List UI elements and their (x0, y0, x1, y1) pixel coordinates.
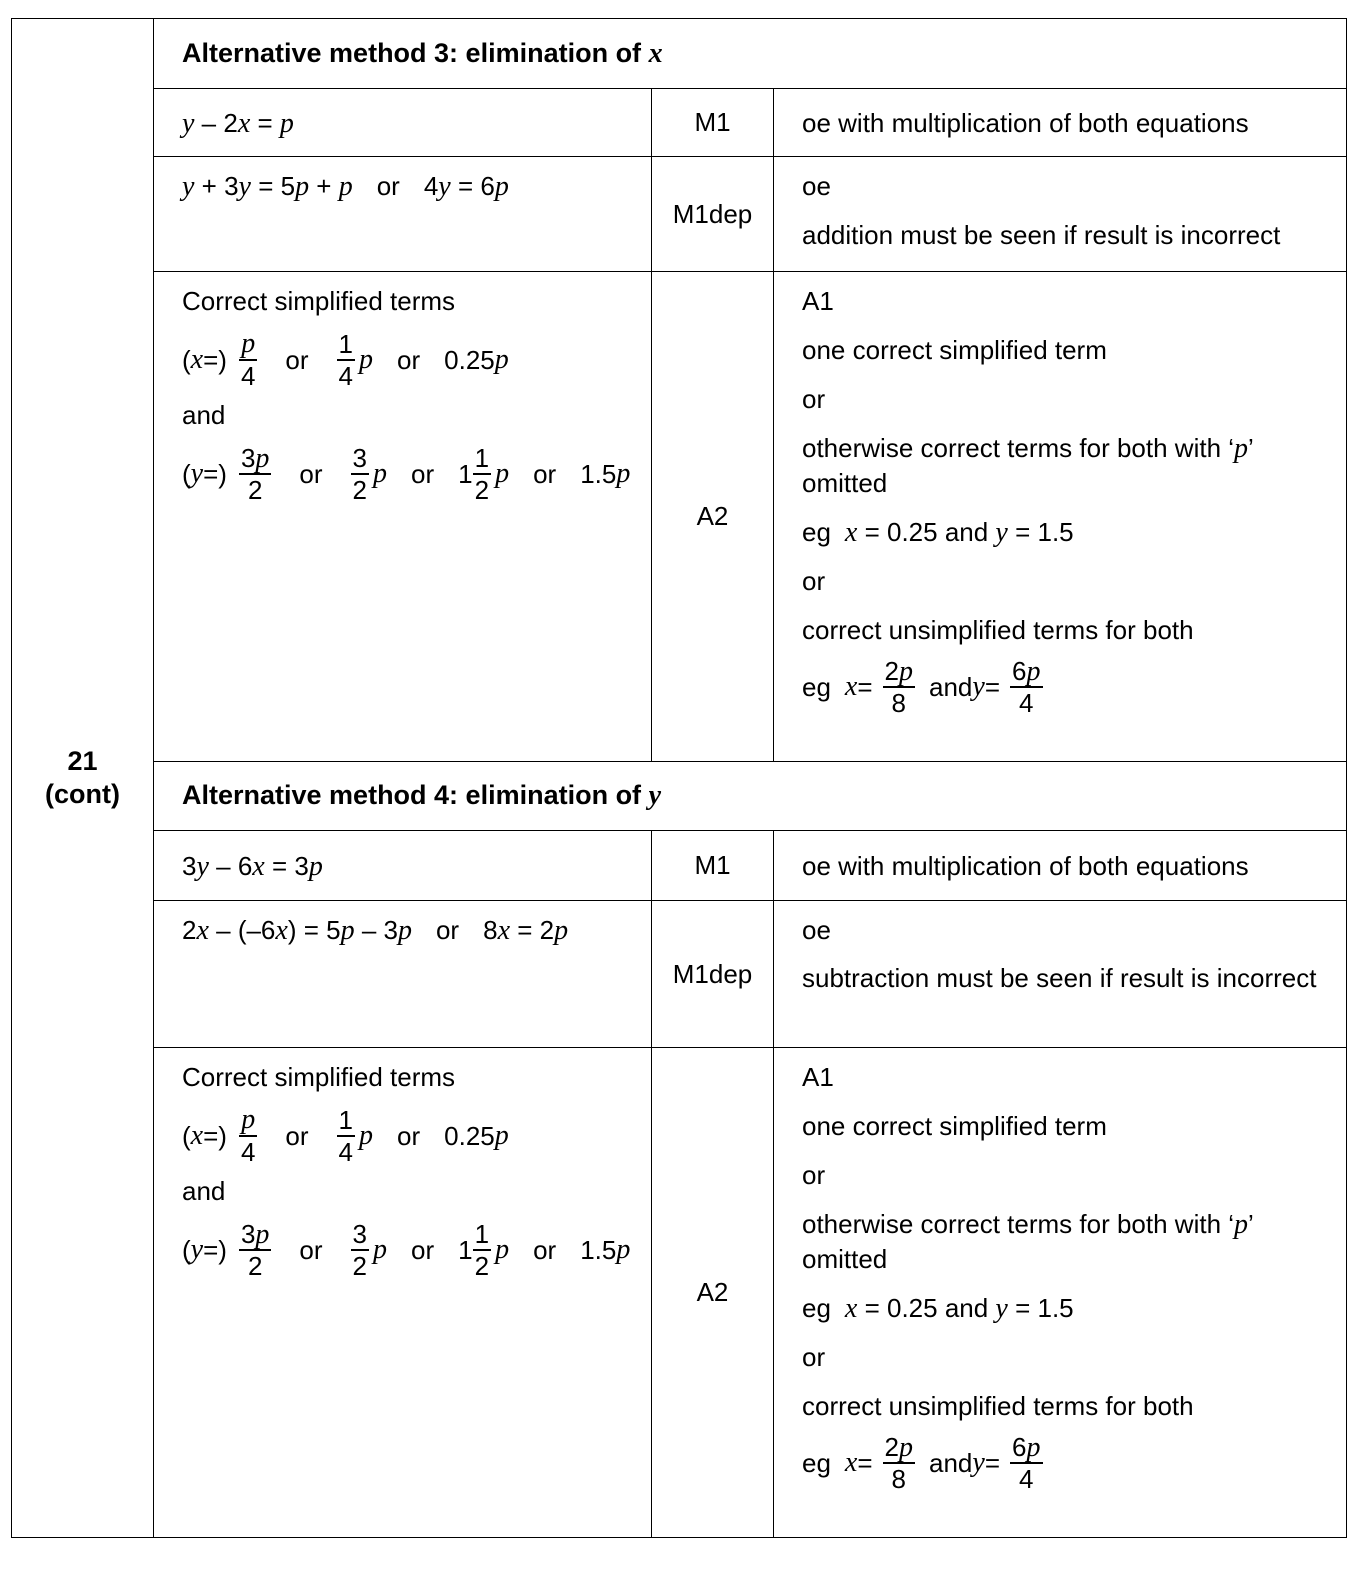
math-text: or (802, 1342, 826, 1372)
math-text: p (373, 458, 388, 489)
math-text: Correct simplified terms (182, 286, 456, 316)
math-text: or (533, 1234, 557, 1265)
method4-row-2 (12, 901, 1347, 1048)
math-text: p (1234, 1209, 1249, 1240)
math-text: p (495, 458, 510, 489)
method4-row1-mark: M1 (652, 831, 774, 901)
math-text: p (255, 1219, 270, 1250)
math-text: p (899, 1432, 914, 1463)
math-text: or (376, 171, 400, 201)
math-text: + 3 (194, 171, 239, 201)
math-text: p (241, 1104, 256, 1135)
math-text: otherwise correct terms for both with ‘ (802, 433, 1235, 463)
math-text: 3 (352, 443, 368, 473)
math-text: 2 (352, 475, 368, 505)
math-text: 4 (1019, 688, 1034, 718)
math-text: =) (203, 458, 227, 489)
method4-row2-working (154, 901, 652, 1048)
math-text: p (1026, 656, 1041, 687)
math-text: eg (802, 517, 831, 547)
math-text: one correct simplified term (802, 335, 1107, 365)
question-number-cell (12, 19, 154, 1538)
math-text: 3 (352, 1219, 368, 1249)
math-text: y (995, 517, 1008, 548)
mark-scheme-table (11, 18, 1347, 1538)
math-text: y (182, 107, 195, 139)
math-text: y (190, 458, 204, 489)
math-text: correct unsimplified terms for both (802, 1391, 1194, 1421)
math-text: and (182, 400, 226, 430)
math-text: = (250, 107, 280, 138)
math-text: 2 (182, 915, 197, 945)
method3-row2-working (154, 157, 652, 272)
method4-row-3 (12, 1048, 1347, 1538)
math-text: 2 (352, 1251, 368, 1281)
math-text: 2 (247, 475, 263, 505)
math-text: or (299, 1234, 323, 1265)
math-text: x (844, 671, 858, 702)
math-text: p (241, 328, 256, 359)
math-text: 3 (240, 443, 256, 473)
math-text: or (397, 1120, 421, 1151)
math-text: = (984, 1447, 1001, 1478)
method3-row3-mark: A2 (652, 272, 774, 762)
math-text: p (359, 1120, 374, 1151)
math-text: p (1026, 1432, 1041, 1463)
math-text: 4 (338, 361, 354, 391)
method3-row-2 (12, 157, 1347, 272)
math-text: 1 (474, 1219, 490, 1249)
math-text: or (802, 1160, 826, 1190)
math-text: = (984, 671, 1001, 702)
math-text: + (309, 171, 339, 201)
math-text: x (844, 1447, 858, 1478)
method3-row-3 (12, 272, 1347, 762)
math-text: 2 (884, 656, 900, 686)
math-text: eg (802, 1293, 831, 1323)
math-text: 2 (474, 1251, 490, 1281)
question-number: 21 (67, 746, 98, 776)
math-text: Correct simplified terms (182, 1062, 456, 1092)
math-text: x (275, 915, 288, 946)
math-text: 8 (483, 915, 498, 945)
math-text: p (340, 915, 355, 946)
question-suffix: (cont) (45, 779, 120, 809)
method3-heading (154, 19, 1347, 89)
method3-row-1 (12, 89, 1347, 157)
method3-row1-comment (774, 89, 1347, 157)
math-text: or (411, 1234, 435, 1265)
math-text: 6 (1012, 656, 1027, 686)
math-text: or (397, 344, 421, 375)
math-text: 1 (458, 458, 473, 489)
math-text: x (190, 1120, 204, 1151)
math-text: p (494, 1120, 509, 1151)
method3-row2-mark: M1dep (652, 157, 774, 272)
math-text: p (338, 171, 353, 202)
math-text: x (844, 517, 858, 548)
math-text: or (299, 458, 323, 489)
math-text: p (494, 171, 509, 202)
math-text: x (237, 107, 251, 139)
math-text: y (972, 1447, 985, 1478)
math-text: or (802, 566, 826, 596)
math-text: 0.25 (444, 344, 495, 375)
math-text: eg (802, 671, 831, 702)
math-text: p (899, 656, 914, 687)
math-text: ( (182, 1120, 191, 1151)
math-text: 4 (423, 171, 439, 201)
math-text: 2 (884, 1432, 900, 1462)
math-text: =) (203, 344, 227, 375)
math-text: 8 (891, 688, 907, 718)
method4-row1-working (154, 831, 652, 901)
math-text: p (495, 1234, 510, 1265)
math-text: = 5 (250, 171, 296, 201)
method3-row1-mark: M1 (652, 89, 774, 157)
math-text: p (554, 915, 569, 946)
math-text: 4 (1019, 1464, 1034, 1494)
method4-row2-mark: M1dep (652, 901, 774, 1048)
math-text: A1 (802, 286, 834, 316)
math-text: A1 (802, 1062, 834, 1092)
math-text: x (190, 344, 204, 375)
math-text: or (802, 384, 826, 414)
method4-row-1 (12, 831, 1347, 901)
math-text: ) = 5 (287, 915, 341, 945)
math-text: 6 (1012, 1432, 1027, 1462)
method4-heading-text: Alternative method 4: elimination of (182, 780, 642, 810)
method4-heading-row (12, 762, 1347, 831)
math-text: = 0.25 and (857, 517, 996, 547)
math-text: = 2 (510, 915, 555, 945)
math-text: – 3 (354, 915, 398, 945)
math-text: 1 (474, 443, 490, 473)
math-text: 4 (240, 361, 256, 391)
method3-heading-text: Alternative method 3: elimination of (182, 37, 642, 68)
math-text: ( (182, 1234, 191, 1265)
method3-row3-comment (774, 272, 1347, 762)
math-text: ( (182, 344, 191, 375)
method3-row1-working (154, 89, 652, 157)
math-text: oe (802, 915, 831, 945)
math-text: or (435, 915, 460, 945)
math-text: 4 (338, 1137, 354, 1167)
math-text: = 1.5 (1007, 517, 1074, 547)
math-text: subtraction must be seen if result is incorrect (802, 963, 1317, 993)
math-text: 1 (458, 1234, 473, 1265)
math-text: 1 (338, 329, 354, 359)
math-text: p (308, 850, 323, 882)
math-text: p (494, 344, 509, 375)
math-text: x (196, 915, 209, 946)
math-text: otherwise correct terms for both with ‘ (802, 1209, 1235, 1239)
math-text: – 6 (208, 850, 253, 881)
math-text: = (857, 671, 873, 702)
math-text: 8 (891, 1464, 907, 1494)
math-text: ’ omitted (802, 1209, 1253, 1274)
math-text: oe with multiplication of both equations (802, 850, 1249, 881)
method3-row2-comment (774, 157, 1347, 272)
math-text: and (929, 1447, 973, 1478)
math-text: p (616, 458, 631, 489)
math-text: y (972, 671, 985, 702)
math-text: x (497, 915, 510, 946)
math-text: 3 (240, 1219, 256, 1249)
math-text: =) (203, 1234, 227, 1265)
math-text: x (252, 850, 265, 882)
math-text: = 3 (264, 850, 309, 881)
math-text: or (411, 458, 435, 489)
math-text: = 1.5 (1007, 1293, 1074, 1323)
math-text: or (285, 344, 309, 375)
math-text: 1.5 (580, 458, 617, 489)
math-text: 4 (240, 1137, 256, 1167)
math-text: one correct simplified term (802, 1111, 1107, 1141)
math-text: p (373, 1234, 388, 1265)
math-text: or (533, 458, 557, 489)
math-text: or (285, 1120, 309, 1151)
math-text: ( (182, 458, 191, 489)
math-text: p (279, 107, 294, 139)
math-text: 3 (182, 850, 197, 881)
method4-heading-var: y (648, 780, 662, 811)
math-text: =) (203, 1120, 227, 1151)
method4-row2-comment (774, 901, 1347, 1048)
method3-heading-row (12, 19, 1347, 89)
math-text: = 0.25 and (857, 1293, 996, 1323)
math-text: x (844, 1293, 858, 1324)
method4-row3-comment (774, 1048, 1347, 1538)
math-text: y (196, 850, 209, 882)
math-text: p (1234, 433, 1249, 464)
math-text: addition must be seen if result is incorrect (802, 220, 1281, 250)
math-text: = 6 (450, 171, 495, 201)
math-text: y (995, 1293, 1008, 1324)
math-text: y (182, 171, 195, 202)
math-text: y (238, 171, 251, 202)
math-text: p (255, 443, 270, 474)
math-text: oe (802, 171, 831, 201)
math-text: oe with multiplication of both equations (802, 107, 1249, 138)
method4-row1-comment (774, 831, 1347, 901)
method3-heading-var: x (648, 37, 663, 69)
math-text: p (359, 344, 374, 375)
math-text: eg (802, 1447, 831, 1478)
math-text: y (438, 171, 451, 202)
method4-row3-working (154, 1048, 652, 1538)
math-text: and (929, 671, 973, 702)
math-text: p (397, 915, 412, 946)
math-text: 1.5 (580, 1234, 617, 1265)
math-text: correct unsimplified terms for both (802, 615, 1194, 645)
math-text: p (295, 171, 310, 202)
math-text: – (–6 (208, 915, 276, 945)
math-text: – 2 (194, 107, 238, 138)
math-text: y (190, 1234, 204, 1265)
math-text: = (857, 1447, 873, 1478)
math-text: p (616, 1234, 631, 1265)
math-text: 1 (338, 1105, 354, 1135)
math-text: 0.25 (444, 1120, 495, 1151)
method3-row3-working (154, 272, 652, 762)
method4-heading (154, 762, 1347, 831)
math-text: ’ omitted (802, 433, 1253, 498)
math-text: and (182, 1176, 226, 1206)
method4-row3-mark: A2 (652, 1048, 774, 1538)
math-text: 2 (247, 1251, 263, 1281)
math-text: 2 (474, 475, 490, 505)
